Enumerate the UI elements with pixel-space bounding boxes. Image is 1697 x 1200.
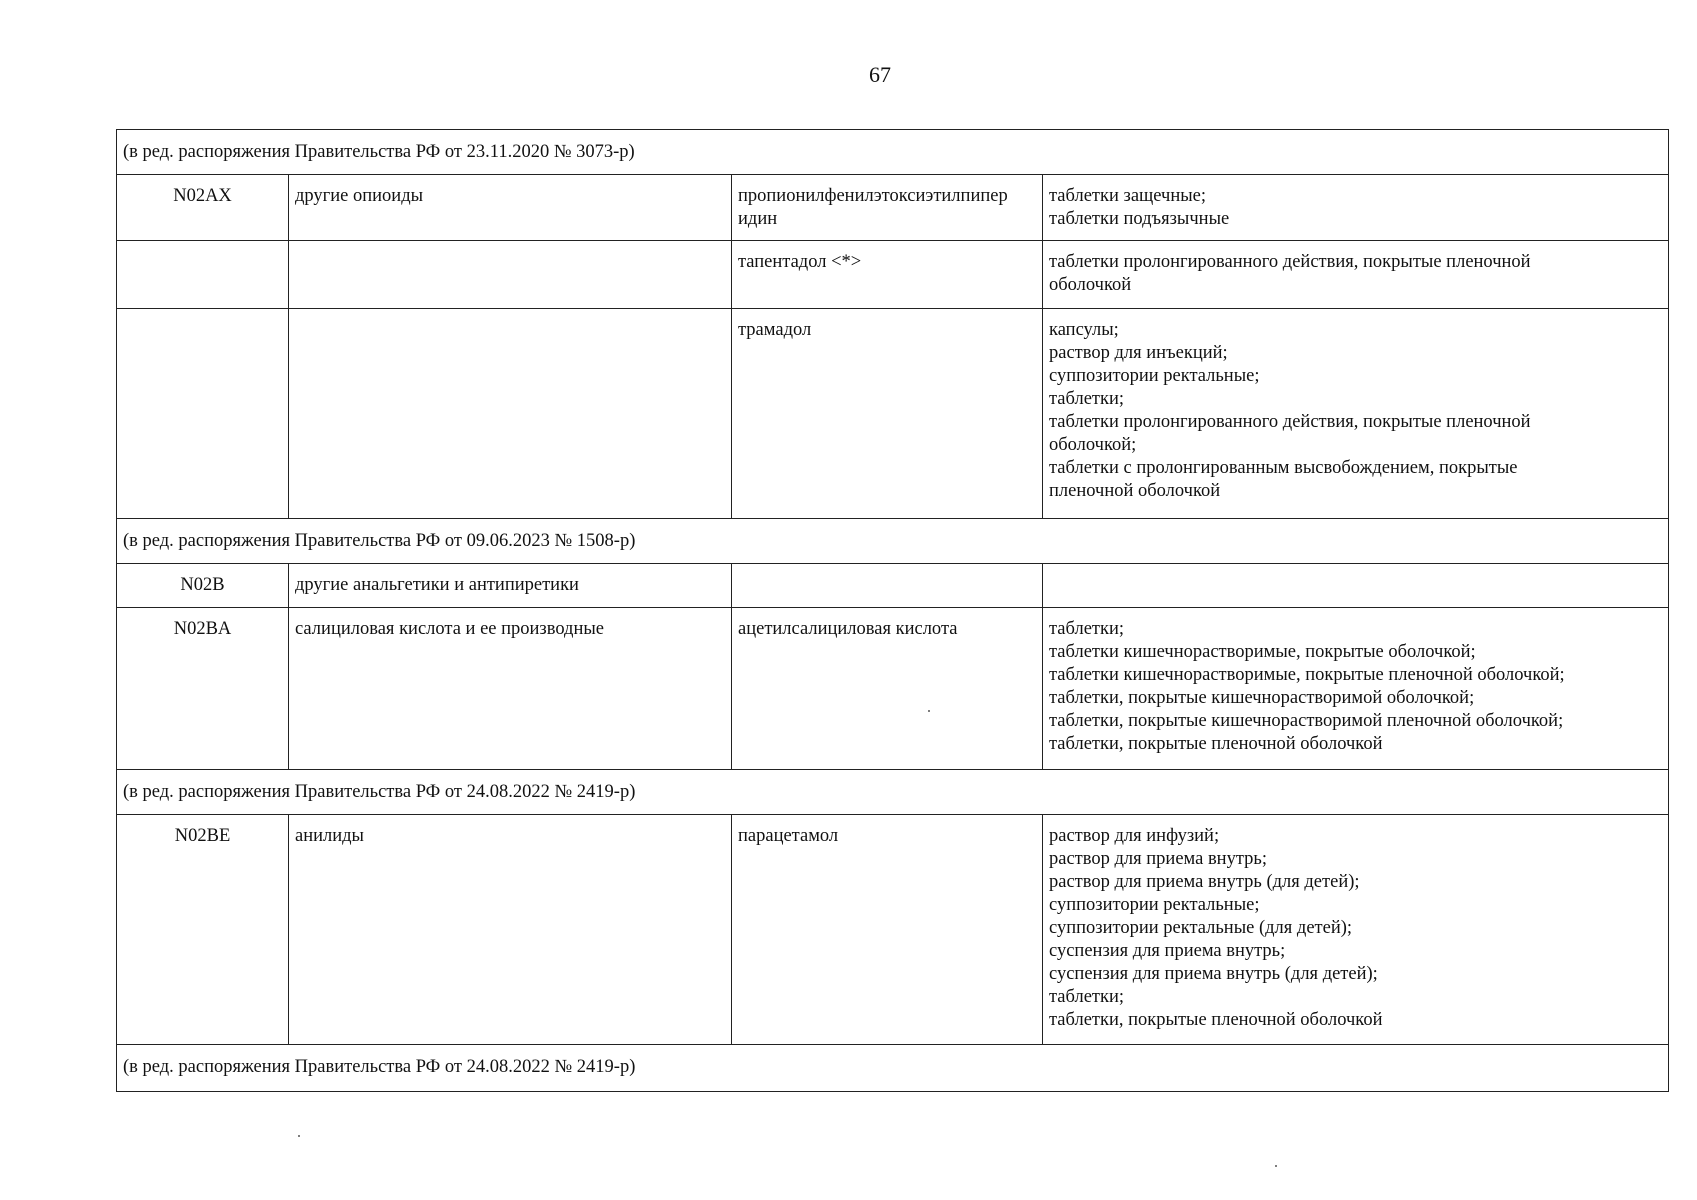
amendment-note-row [117, 130, 1669, 175]
atc-code-cell: N02BA [117, 608, 289, 770]
amendment-note: (в ред. распоряжения Правительства РФ от 09.06.2023 № 1508-р) [117, 519, 1669, 564]
table-row [117, 608, 1669, 770]
table-row [117, 175, 1669, 241]
atc-code-cell: N02B [117, 564, 289, 608]
dosage-forms-cell: раствор для инфузий; раствор для приема внутрь; раствор для приема внутрь (для детей); суппозитории ректальные; суппозитории ректальные (для детей); суспензия для приема внутрь; суспензия для приема внутрь (для детей); таблетки; таблетки, покрытые пленочной оболочкой [1043, 815, 1669, 1045]
scan-speck [928, 710, 930, 712]
table-row [117, 564, 1669, 608]
group-name-cell: салициловая кислота и ее производные [289, 608, 732, 770]
table-row [117, 815, 1669, 1045]
amendment-note: (в ред. распоряжения Правительства РФ от 24.08.2022 № 2419-р) [117, 770, 1669, 815]
drug-name-cell: ацетилсалициловая кислота [732, 608, 1043, 770]
amendment-note: (в ред. распоряжения Правительства РФ от 24.08.2022 № 2419-р) [117, 1045, 1669, 1092]
drug-name-cell: парацетамол [732, 815, 1043, 1045]
scan-speck [298, 1135, 300, 1137]
atc-code-cell: N02AX [117, 175, 289, 241]
table-row [117, 241, 1669, 309]
dosage-forms-cell: таблетки пролонгированного действия, покрытые пленочной оболочкой [1043, 241, 1669, 309]
page-number: 67 [869, 62, 891, 87]
scan-speck [1275, 1165, 1277, 1167]
atc-code-cell [117, 241, 289, 309]
atc-code-cell: N02BE [117, 815, 289, 1045]
drug-name-cell: пропионилфенилэтоксиэтилпипер идин [732, 175, 1043, 241]
dosage-forms-cell [1043, 564, 1669, 608]
drug-name-cell [732, 564, 1043, 608]
group-name-cell: анилиды [289, 815, 732, 1045]
group-name-cell [289, 309, 732, 519]
group-name-cell: другие анальгетики и антипиретики [289, 564, 732, 608]
group-name-cell: другие опиоиды [289, 175, 732, 241]
atc-code-cell [117, 309, 289, 519]
group-name-cell [289, 241, 732, 309]
amendment-note-row [117, 770, 1669, 815]
medicines-table [116, 129, 1669, 1092]
dosage-forms-cell: таблетки; таблетки кишечнорастворимые, покрытые оболочкой; таблетки кишечнорастворимые, покрытые пленочной оболочкой; таблетки, покрытые кишечнорастворимой оболочкой; таблетки, покрытые кишечнорастворимой пленочной оболочкой; таблетки, покрытые пленочной оболочкой [1043, 608, 1669, 770]
dosage-forms-cell: таблетки защечные; таблетки подъязычные [1043, 175, 1669, 241]
amendment-note: (в ред. распоряжения Правительства РФ от 23.11.2020 № 3073-р) [117, 130, 1669, 175]
amendment-note-row [117, 1045, 1669, 1092]
drug-name-cell: тапентадол <*> [732, 241, 1043, 309]
table-row [117, 309, 1669, 519]
amendment-note-row [117, 519, 1669, 564]
dosage-forms-cell: капсулы; раствор для инъекций; суппозитории ректальные; таблетки; таблетки пролонгированного действия, покрытые пленочной оболочкой; таблетки с пролонгированным высвобождением, покрытые пленочной оболочкой [1043, 309, 1669, 519]
drug-name-cell: трамадол [732, 309, 1043, 519]
